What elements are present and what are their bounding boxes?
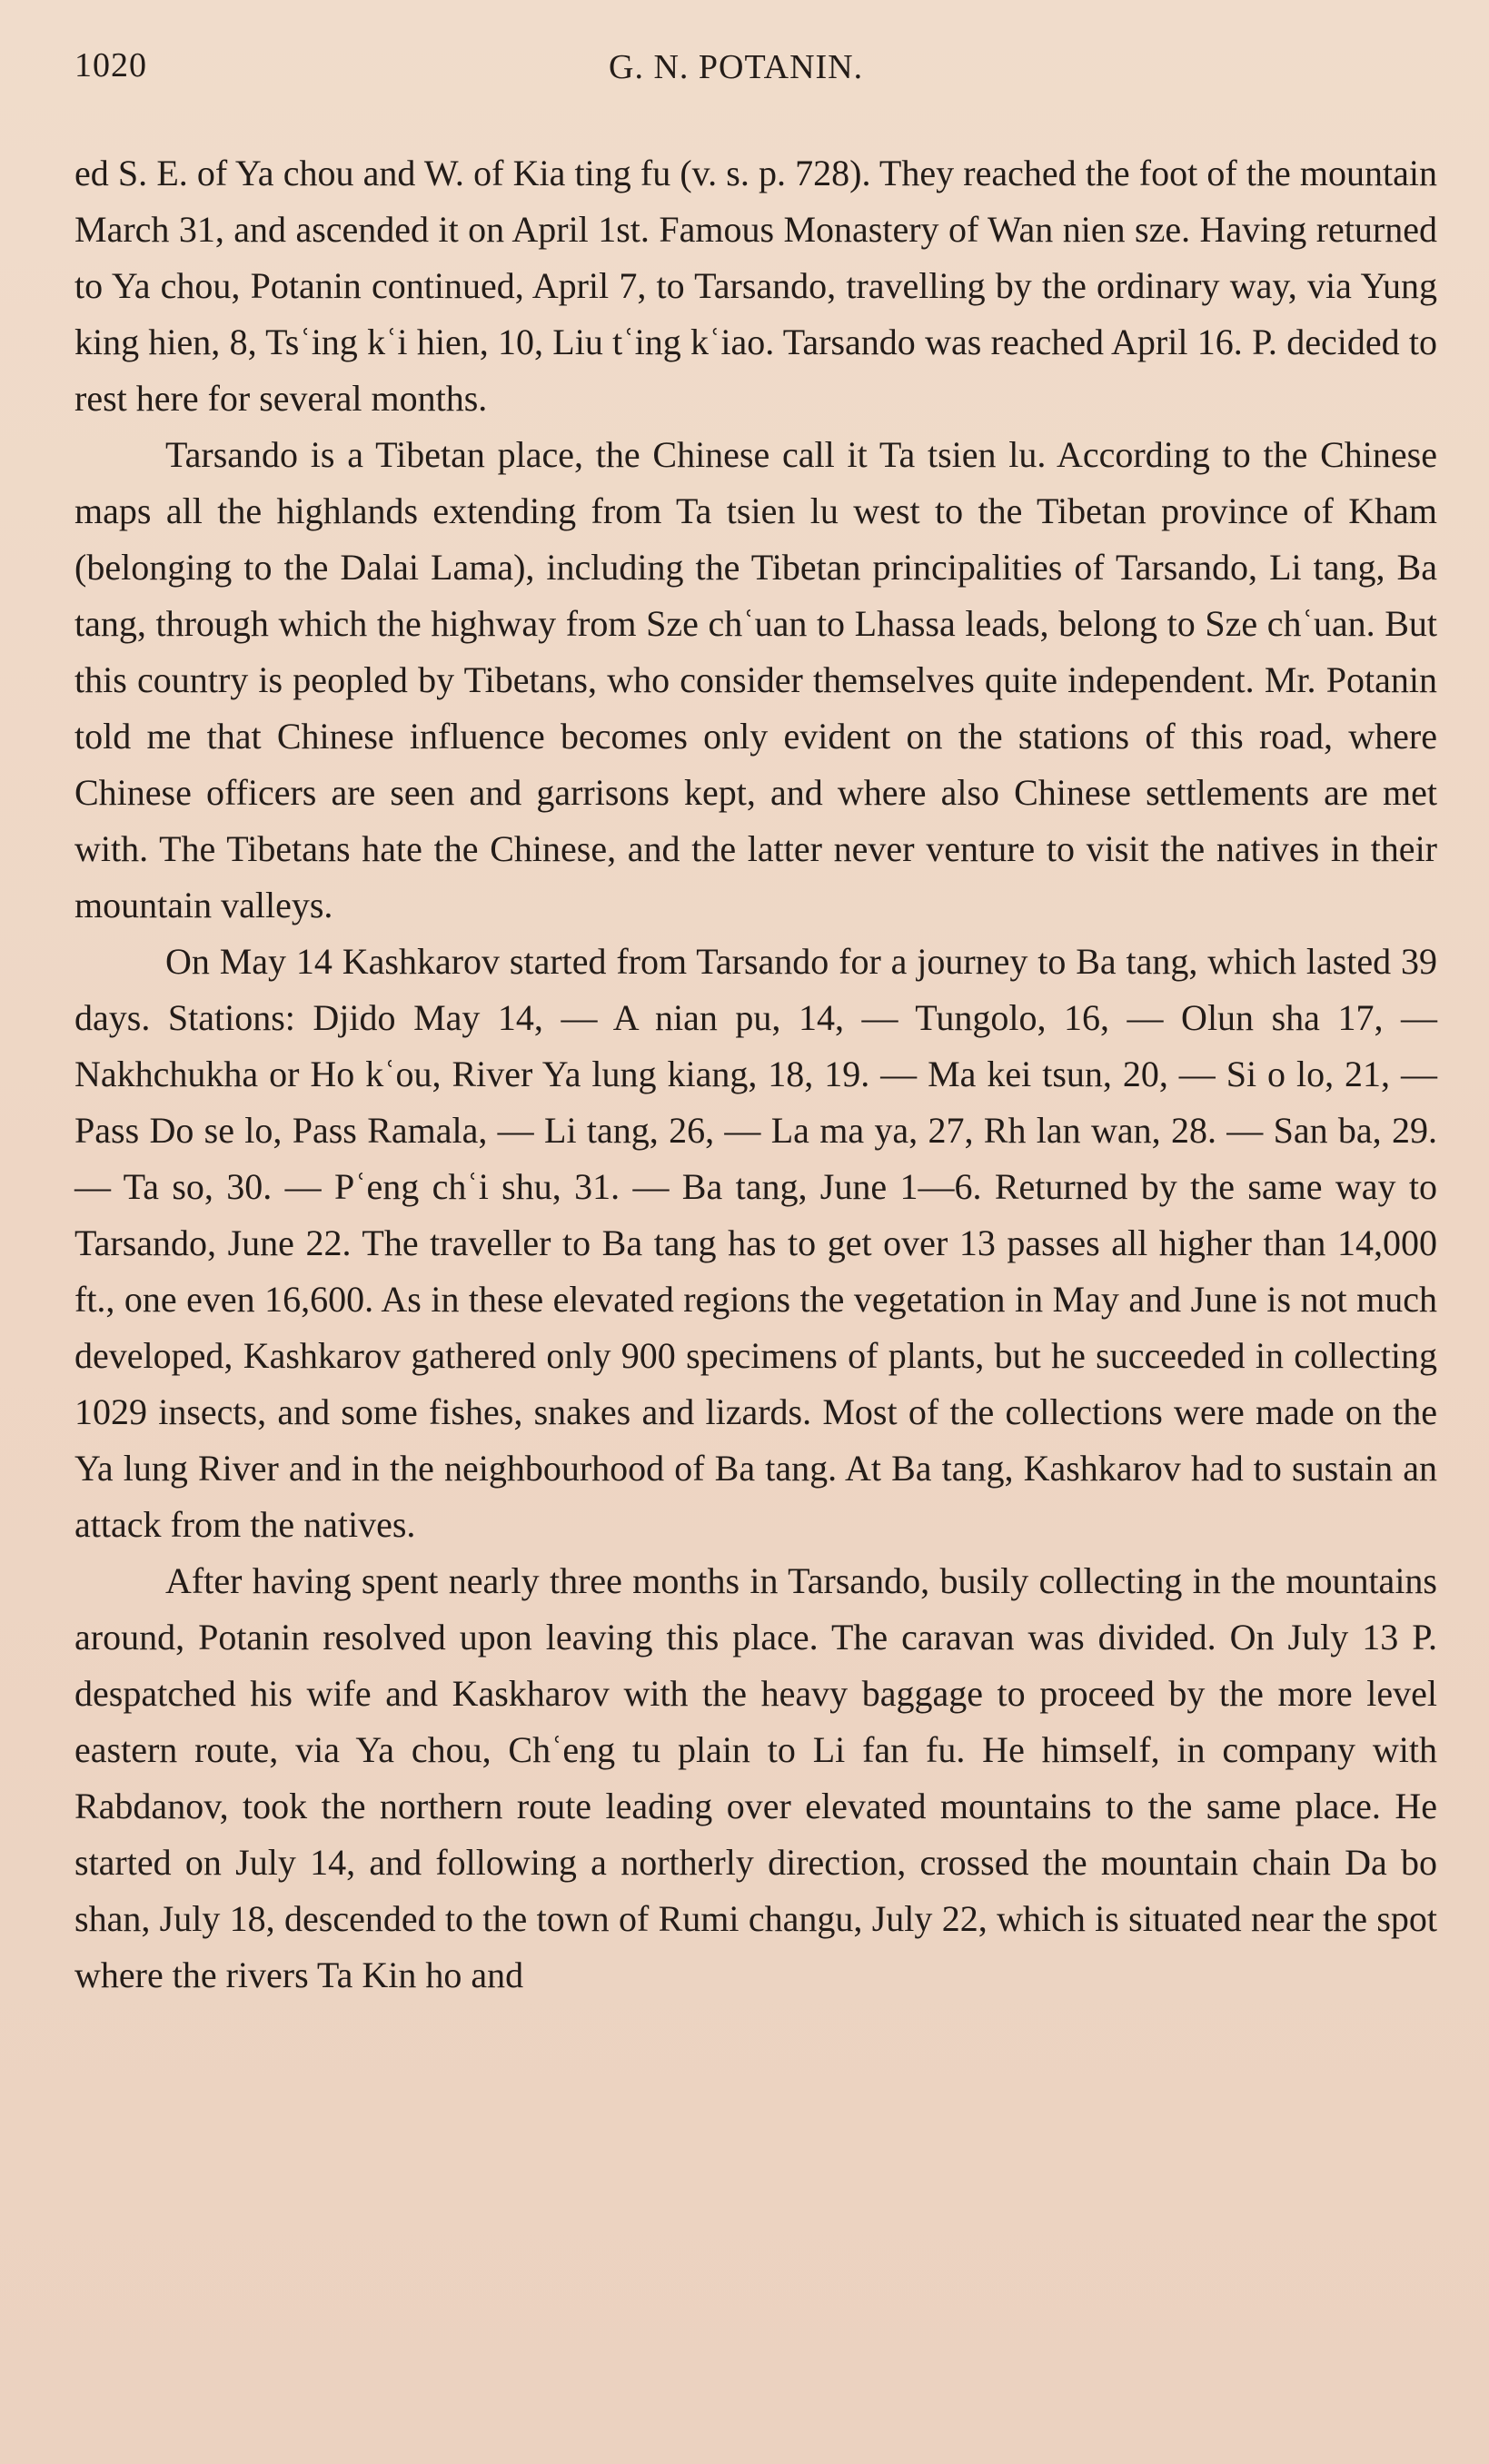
paragraph-4: After having spent nearly three months in Tarsando, busily collecting in the mountains around, Potanin resolved upon leaving this place. The caravan was divided. On July 13 P. despatched his wife and Kaskharov with the heavy baggage to proceed by the more level eastern route, via Ya chou, Chʿeng tu plain to Li fan fu. He himself, in company with Rabdanov, took the northern route leading over elevated mountains to the same place. He started on July 14, and following a northerly direction, crossed the mountain chain Da bo shan, July 18, descended to the town of Rumi changu, July 22, which is situated near the spot where the rivers Ta Kin ho and [74,1560,1437,1995]
paragraph-1: ed S. E. of Ya chou and W. of Kia ting fu (v. s. p. 728). They reached the foot of the mountain March 31, and ascended it on April 1st. Famous Monastery of Wan nien sze. Having returned to Ya chou, Potanin continued, April 7, to Tarsando, travelling by the ordinary way, via Yung king hien, 8, Tsʿing kʿi hien, 10, Liu tʿing kʿiao. Tarsando was reached April 16. P. decided to rest here for several months. [74,153,1437,419]
body-text [74,145,1437,2004]
book-page [74,45,1437,2004]
page-number: 1020 [74,46,147,84]
paragraph-2: Tarsando is a Tibetan place, the Chinese call it Ta tsien lu. According to the Chinese maps all the highlands extending from Ta tsien lu west to the Tibetan province of Kham (belonging to the Dalai Lama), including the Tibetan principalities of Tarsando, Li tang, Ba tang, through which the highway from Sze chʿuan to Lhassa leads, belong to Sze chʿuan. But this country is peopled by Tibetans, who consider themselves quite independent. Mr. Potanin told me that Chinese influence becomes only evident on the stations of this road, where Chinese officers are seen and garrisons kept, and where also Chinese settlements are met with. The Tibetans hate the Chinese, and the latter never venture to visit the natives in their mountain valleys. [74,434,1437,925]
running-title: G. N. POTANIN. [609,48,864,86]
running-head [74,45,1437,100]
paragraph-3: On May 14 Kashkarov started from Tarsando for a journey to Ba tang, which lasted 39 days. Stations: Djido May 14, — A nian pu, 14, — Tungolo, 16, — Olun sha 17, — Nakhchukha or Ho kʿou, River Ya lung kiang, 18, 19. — Ma kei tsun, 20, — Si o lo, 21, — Pass Do se lo, Pass Ramala, — Li tang, 26, — La ma ya, 27, Rh lan wan, 28. — San ba, 29. — Ta so, 30. — Pʿeng chʿi shu, 31. — Ba tang, June 1—6. Returned by the same way to Tarsando, June 22. The traveller to Ba tang has to get over 13 passes all higher than 14,000 ft., one even 16,600. As in these elevated regions the vegetation in May and June is not much developed, Kashkarov gathered only 900 specimens of plants, but he succeeded in collecting 1029 insects, and some fishes, snakes and lizards. Most of the collections were made on the Ya lung River and in the neighbourhood of Ba tang. At Ba tang, Kashkarov had to sustain an attack from the natives. [74,941,1437,1545]
